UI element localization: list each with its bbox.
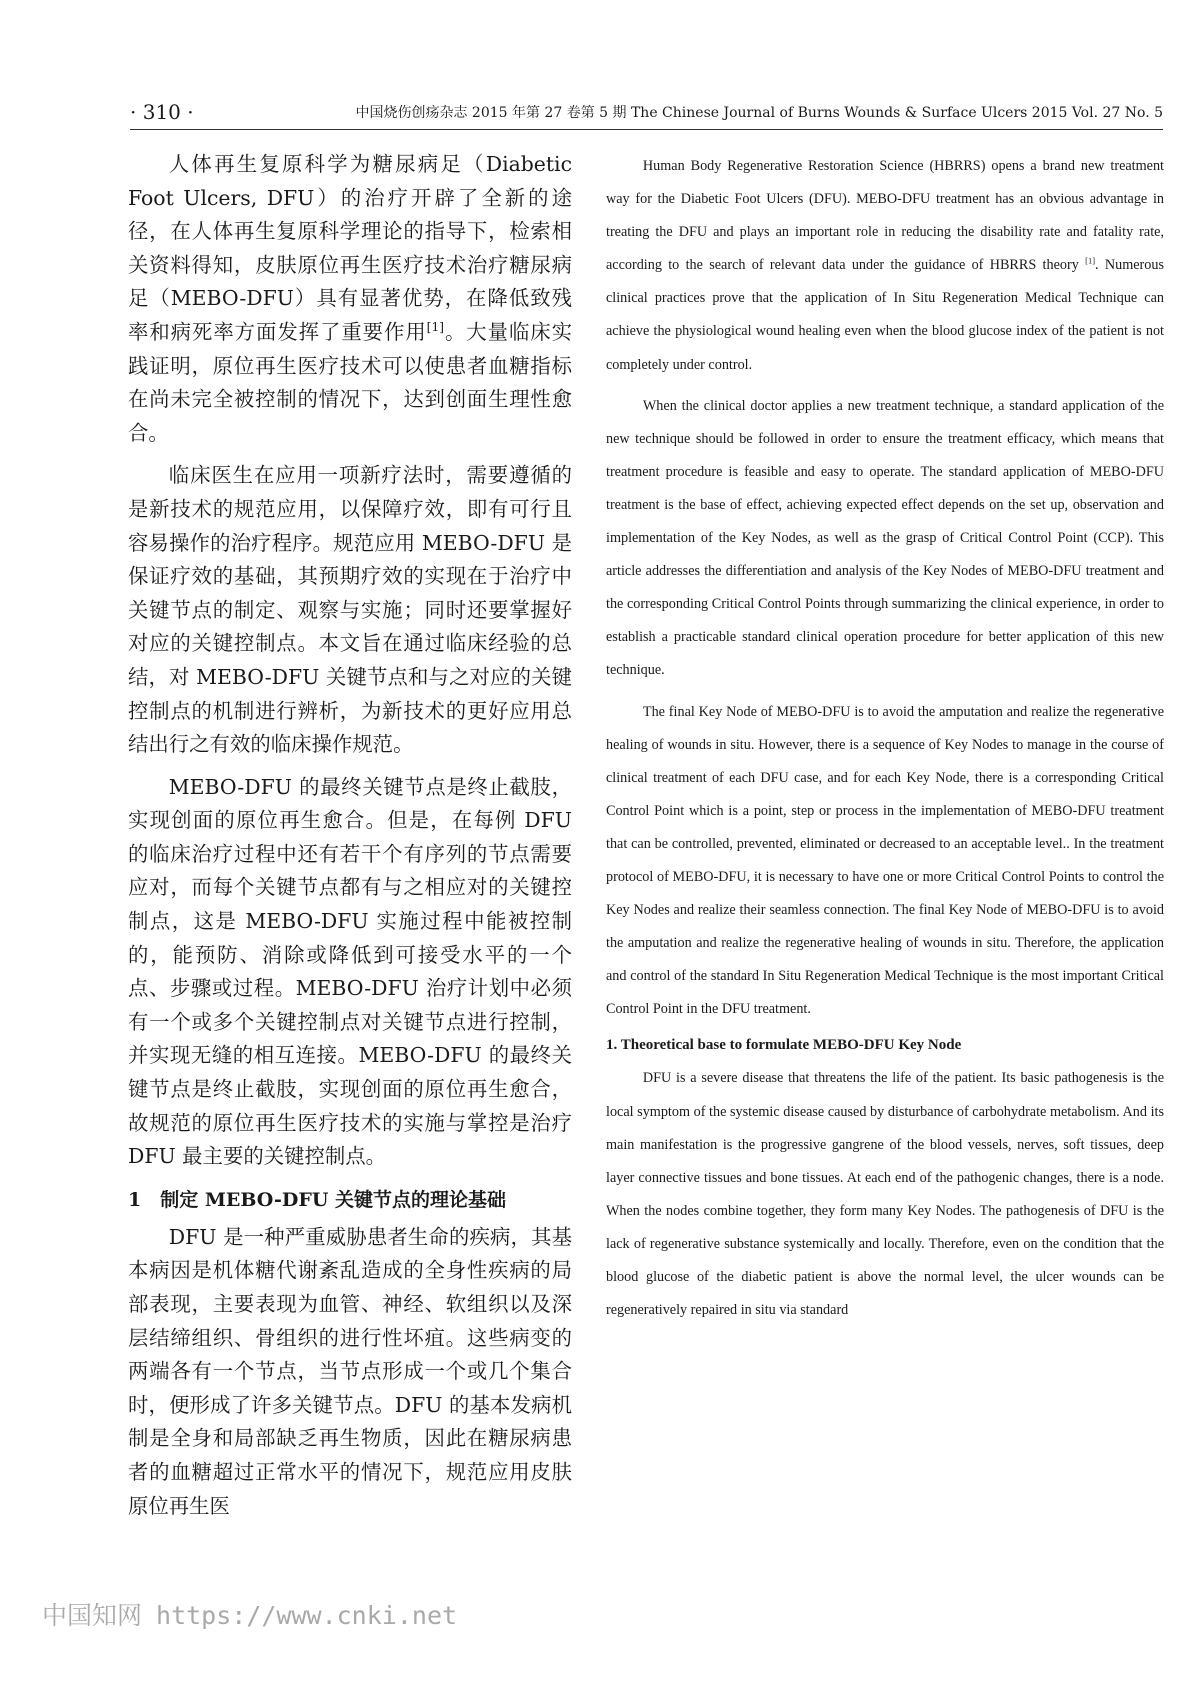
watermark-name: 中国知网	[42, 1601, 143, 1630]
en-section-heading-1: 1. Theoretical base to formulate MEBO-DFU Key Node	[606, 1037, 962, 1054]
en-paragraph-3: The final Key Node of MEBO-DFU is to avoid the amputation and realize the regenerative healing of wounds in situ. However, there is a sequence of Key Nodes to manage in the course of clinical treatment of each DFU case, and for each Key Node, there is a corresponding Critical Control Point which is a point, step or process in the implementation of MEBO-DFU treatment that can be controlled, prevented, eliminated or decreased to an acceptable level.. In the treatment protocol of MEBO-DFU, it is necessary to have one or more Critical Control Points to control the Key Nodes and realize their seamless connection. The final Key Node of MEBO-DFU is to avoid the amputation and realize the regenerative healing of wounds in situ. Therefore, the application and control of the standard In Situ Regeneration Medical Technique is the most important Critical Control Point in the DFU treatment.	[606, 703, 1164, 1018]
zh-citation-1: [1]	[426, 320, 445, 335]
zh-paragraph-1-text: 人体再生复原科学为糖尿病足（Diabetic Foot Ulcers, DFU）的治疗开辟了全新的途径，在人体再生复原科学理论的指导下，检索相关资料得知，皮肤原位再生医疗技术治疗糖尿病足（MEBO-DFU）具有显著优势，在降低致残率和病死率方面发挥了重要作用	[128, 152, 572, 344]
zh-section-heading-1: 1 制定 MEBO-DFU 关键节点的理论基础	[128, 1188, 507, 1211]
header-rule	[130, 129, 1163, 130]
en-paragraph-2: When the clinical doctor applies a new treatment technique, a standard application of the new technique should be followed in order to ensure the treatment efficacy, which means that treatment procedure is feasible and easy to operate. The standard application of MEBO-DFU treatment is the base of effect, achieving expected effect depends on the set up, observation and implementation of the Key Nodes, as well as the grasp of Critical Control Point (CCP). This article addresses the differentiation and analysis of the Key Nodes of MEBO-DFU treatment and the corresponding Critical Control Points through summarizing the clinical experience, in order to establish a practicable standard clinical operation procedure for better application of this new technique.	[606, 397, 1164, 679]
zh-paragraph-4: DFU 是一种严重威胁患者生命的疾病，其基本病因是机体糖代谢紊乱造成的全身性疾病的局部表现，主要表现为血管、神经、软组织以及深层结缔组织、骨组织的进行性坏疽。这些病变的两端各有一个节点，当节点形成一个或几个集合时，便形成了许多关键节点。DFU 的基本发病机制是全身和局部缺乏再生物质，因此在糖尿病患者的血糖超过正常水平的情况下，规范应用皮肤原位再生医	[128, 1224, 572, 1518]
cnki-watermark	[42, 1596, 457, 1632]
en-paragraph-1	[606, 150, 1164, 382]
english-column	[606, 150, 1164, 1335]
zh-paragraph-3: MEBO-DFU 的最终关键节点是终止截肢，实现创面的原位再生愈合。但是，在每例 DFU 的临床治疗过程中还有若干个有序列的节点需要应对，而每个关键节点都有与之相应对的关键控制点，这是 MEBO-DFU 实施过程中能被控制的，能预防、消除或降低到可接受水平的一个点、步骤或过程。MEBO-DFU 治疗计划中必须有一个或多个关键控制点对关键节点进行控制，并实现无缝的相互连接。MEBO-DFU 的最终关键节点是终止截肢，实现创面的原位再生愈合，故规范的原位再生医疗技术的实施与掌控是治疗 DFU 最主要的关键控制点。	[128, 774, 572, 1169]
zh-paragraph-2: 临床医生在应用一项新疗法时，需要遵循的是新技术的规范应用，以保障疗效，即有可行且容易操作的治疗程序。规范应用 MEBO-DFU 是保证疗效的基础，其预期疗效的实现在于治疗中关键节点的制定、观察与实施；同时还要掌握好对应的关键控制点。本文旨在通过临床经验的总结，对 MEBO-DFU 关键节点和与之对应的关键控制点的机制进行辨析，为新技术的更好应用总结出行之有效的临床操作规范。	[128, 463, 572, 757]
zh-paragraph-1	[128, 148, 572, 450]
journal-header: 中国烧伤创疡杂志 2015 年第 27 卷第 5 期 The Chinese Journal of Burns Wounds & Surface Ulcers 2015 Vol. 27 No. 5	[355, 105, 1163, 121]
watermark-url: https://www.cnki.net	[156, 1601, 458, 1630]
en-paragraph-4: DFU is a severe disease that threatens the life of the patient. Its basic pathogenesis is the local symptom of the systemic disease caused by disturbance of carbohydrate metabolism. And its main manifestation is the progressive gangrene of the blood vessels, nerves, soft tissues, deep layer connective tissues and bone tissues. At each end of the pathogenic changes, there is a node. When the nodes combine together, they form many Key Nodes. The pathogenesis of DFU is the lack of regenerative substance systemically and locally. Therefore, even on the condition that the blood glucose of the diabetic patient is above the normal level, the ulcer wounds can be regeneratively repaired in situ via standard	[606, 1070, 1164, 1319]
page-number: · 310 ·	[130, 100, 194, 124]
en-citation-1: [1]	[1085, 255, 1096, 266]
chinese-column	[128, 148, 572, 1532]
en-paragraph-1-tail: . Numerous clinical practices prove that the application of In Situ Regeneration Medical Technique can achieve the physiological wound healing even when the blood glucose index of the patient is not completely under control.	[606, 257, 1164, 373]
zh-paragraph-1-tail: 。大量临床实践证明，原位再生医疗技术可以使患者血糖指标在尚未完全被控制的情况下，达到创面生理性愈合。	[128, 319, 573, 445]
en-paragraph-1-text: Human Body Regenerative Restoration Science (HBRRS) opens a brand new treatment way for the Diabetic Foot Ulcers (DFU). MEBO-DFU treatment has an obvious advantage in treating the DFU and plays an important role in reducing the disability rate and fatality rate, according to the search of relevant data under the guidance of HBRRS theory	[606, 158, 1164, 274]
